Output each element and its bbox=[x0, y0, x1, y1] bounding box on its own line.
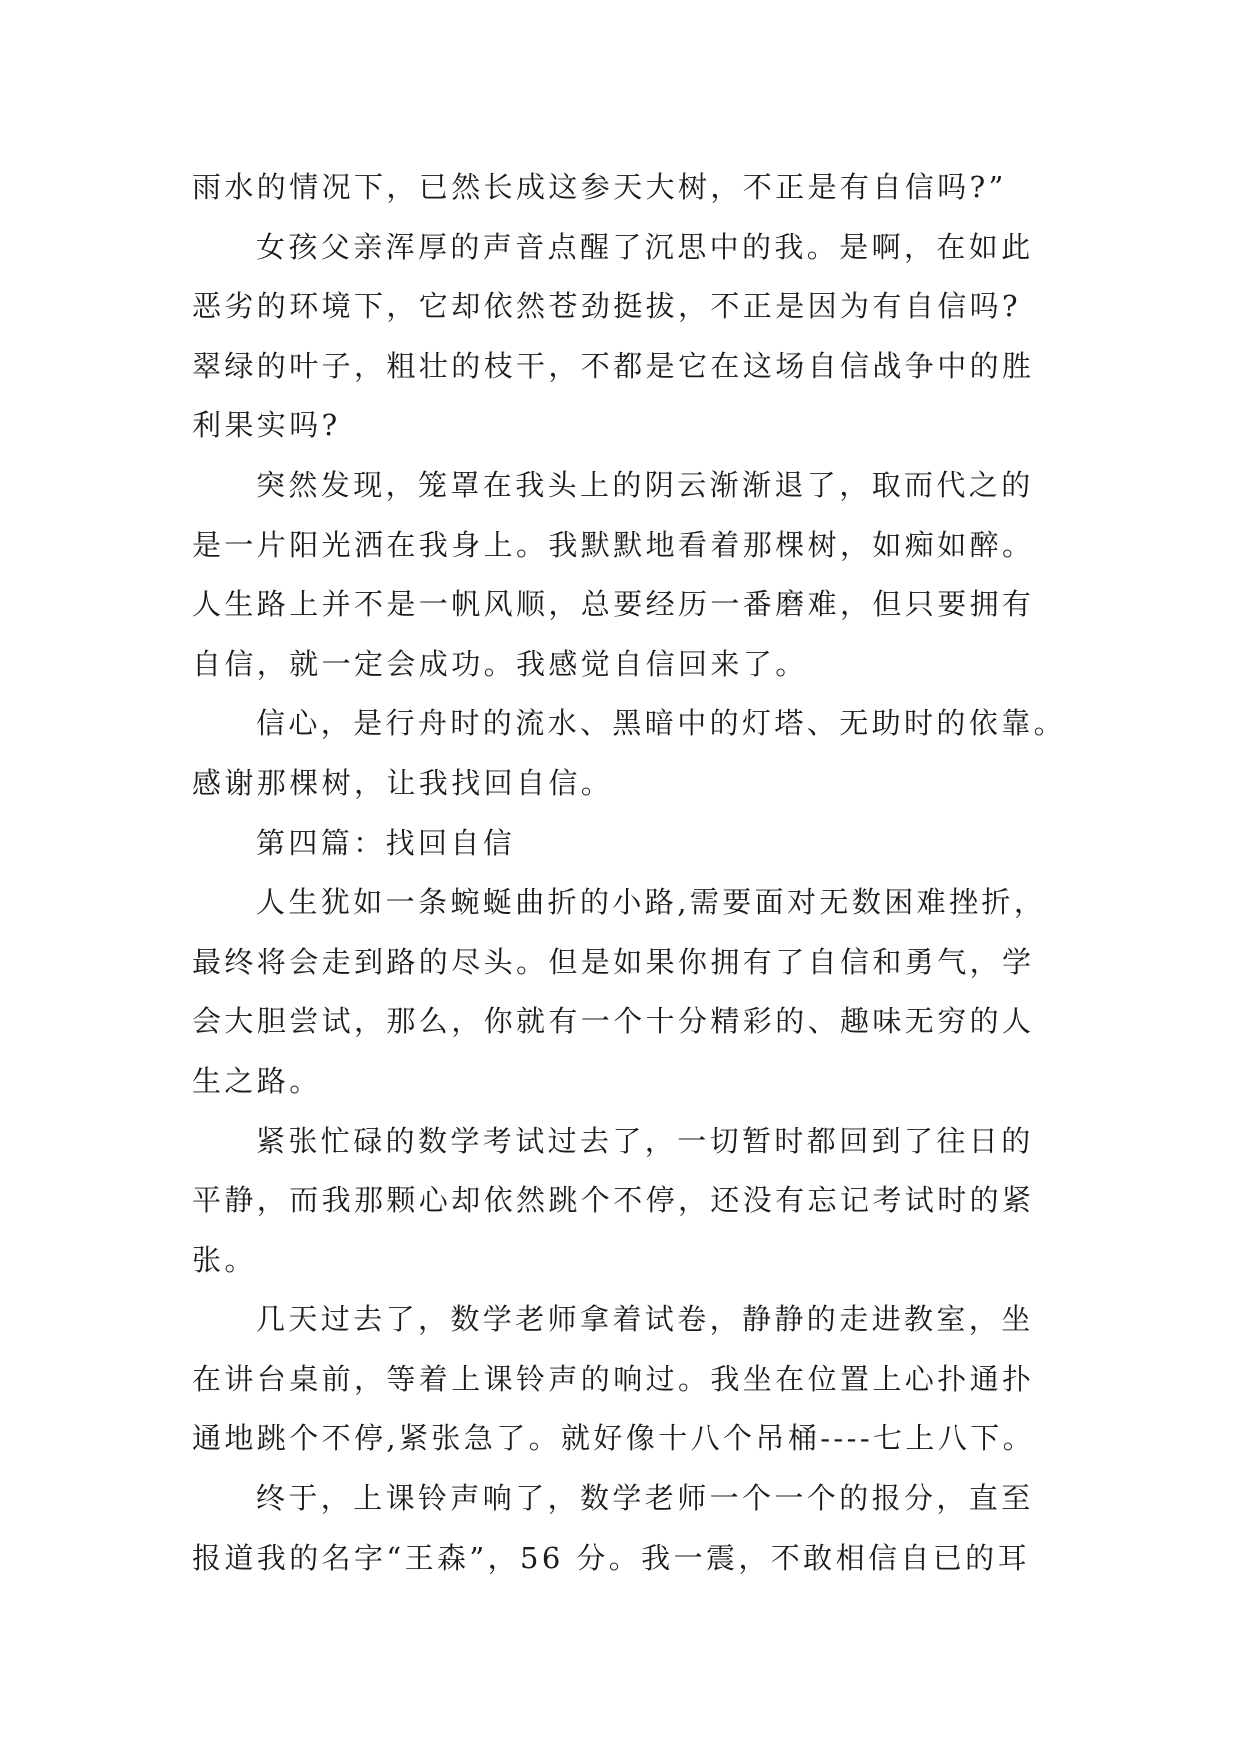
text-line: 人生路上并不是一帆风顺，总要经历一番磨难，但只要拥有 bbox=[192, 587, 1035, 622]
text-line: 几天过去了，数学老师拿着试卷，静静的走进教室，坐 bbox=[256, 1302, 1034, 1337]
document-body bbox=[192, 158, 1072, 1588]
text-line: 平静，而我那颗心却依然跳个不停，还没有忘记考试时的紧 bbox=[192, 1183, 1035, 1218]
text-line: 利果实吗? bbox=[192, 408, 341, 443]
text-line: 会大胆尝试，那么，你就有一个十分精彩的、趣味无穷的人 bbox=[192, 1004, 1035, 1039]
text-line: 恶劣的环境下，它却依然苍劲挺拔，不正是因为有自信吗? bbox=[192, 289, 1021, 324]
text-line: 终于，上课铃声响了，数学老师一个一个的报分，直至 bbox=[256, 1481, 1034, 1516]
text-line: 信心，是行舟时的流水、黑暗中的灯塔、无助时的依靠。 bbox=[256, 706, 1067, 741]
text-line: 紧张忙碌的数学考试过去了，一切暂时都回到了往日的 bbox=[256, 1123, 1034, 1158]
text-line: 报道我的名字“王森”，56 分。我一震，不敢相信自已的耳 bbox=[192, 1540, 1030, 1575]
text-line: 通地跳个不停,紧张急了。就好像十八个吊桶----七上八下。 bbox=[192, 1421, 1036, 1456]
text-line: 最终将会走到路的尽头。但是如果你拥有了自信和勇气，学 bbox=[192, 944, 1035, 979]
text-line: 感谢那棵树，让我找回自信。 bbox=[192, 765, 614, 800]
text-line: 翠绿的叶子，粗壮的枝干，不都是它在这场自信战争中的胜 bbox=[192, 348, 1035, 383]
text-line: 女孩父亲浑厚的声音点醒了沉思中的我。是啊，在如此 bbox=[256, 229, 1034, 264]
text-line: 在讲台桌前，等着上课铃声的响过。我坐在位置上心扑通扑 bbox=[192, 1361, 1035, 1396]
text-line: 张。 bbox=[192, 1242, 257, 1277]
text-line: 自信，就一定会成功。我感觉自信回来了。 bbox=[192, 646, 808, 681]
section-heading: 第四篇：找回自信 bbox=[256, 825, 516, 860]
text-line: 突然发现，笼罩在我头上的阴云渐渐退了，取而代之的 bbox=[256, 467, 1034, 502]
text-line: 雨水的情况下，已然长成这参天大树，不正是有自信吗?” bbox=[192, 170, 1007, 204]
text-line: 人生犹如一条蜿蜒曲折的小路,需要面对无数困难挫折， bbox=[256, 885, 1047, 920]
text-line: 是一片阳光洒在我身上。我默默地看着那棵树，如痴如醉。 bbox=[192, 527, 1035, 562]
text-line: 生之路。 bbox=[192, 1063, 322, 1098]
